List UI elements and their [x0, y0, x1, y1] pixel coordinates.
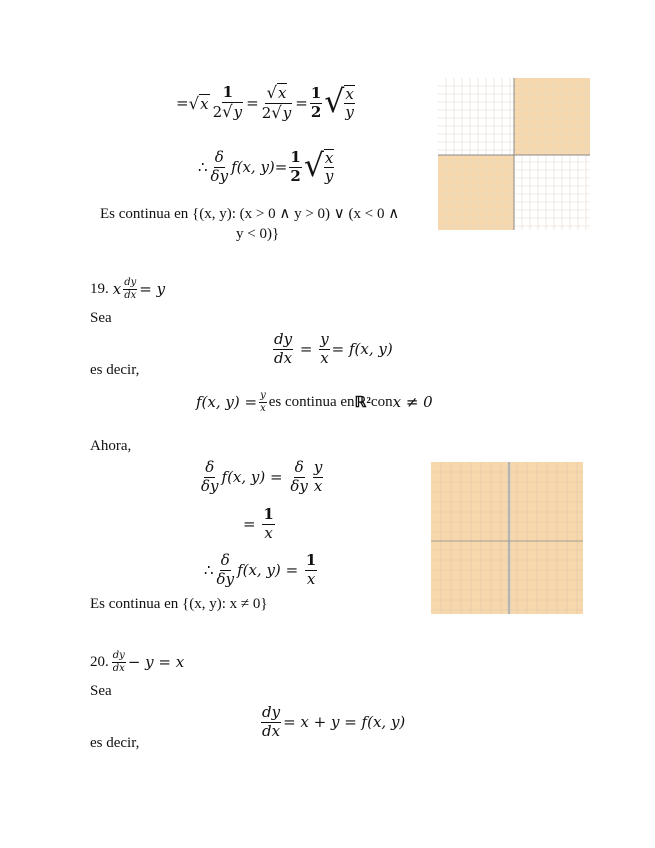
eq1-fraction-b: $\frac{√x}{2√y}$ [261, 82, 292, 122]
eq1-root-fraction: $\frac{x}{y}$ [345, 84, 354, 121]
region-plot-2 [431, 462, 583, 614]
region-plot-1 [438, 78, 590, 230]
equation-19-partial: $\frac{\delta}{\delta y}$ f(x, y) = $\frac{\delta}{\delta y}$ $\frac{y}{x}$ [201, 458, 323, 495]
sea-label-19: Sea [90, 310, 112, 326]
equation-19-f-continuous: f(x, y) = $\frac{y}{x}$ es continua en ℝ² con x ≠ 0 [196, 390, 433, 414]
equation-19-therefore: ∴ $\frac{\delta}{\delta y}$ f(x, y) = $\frac{1}{x}$ [204, 551, 317, 588]
eq1-sqrt-x: x [200, 94, 209, 113]
continuity-statement-1-cont: y < 0)} [236, 226, 280, 242]
plot1-shaded-q3 [438, 155, 514, 230]
plot1-shaded-q1 [514, 78, 590, 155]
continuity-statement-1: Es continua en {(x, y): (x > 0 ∧ y > 0) ∨ (x < 0 ∧ [100, 206, 400, 222]
equation-line-1: = √ x $\frac{1}{2√y}$ = $\frac{√x}{2√y}$ = $\frac{1}{2}$ √ $\frac{x}{y}$ [176, 82, 354, 122]
eq1-lead: = [176, 94, 189, 112]
problem-20-heading: 20. $\frac{dy}{dx}$ − y = x [90, 650, 185, 674]
es-decir-20: es decir, [90, 735, 140, 751]
region-plot-2-svg [431, 462, 583, 614]
equation-19-one-over-x: = $\frac{1}{x}$ [243, 505, 274, 542]
es-decir-19: es decir, [90, 362, 140, 378]
eq1-fraction-half: $\frac{1}{2}$ [310, 84, 322, 121]
ahora-label: Ahora, [90, 438, 132, 454]
equation-20-dydx: $\frac{dy}{dx}$ = x + y = f(x, y) [262, 703, 406, 740]
sea-label-20: Sea [90, 683, 112, 699]
eq1-fraction-a: $\frac{1}{2√y}$ [212, 83, 243, 121]
region-plot-1-svg [438, 78, 590, 230]
equation-line-2: ∴ $\frac{\delta}{\delta y}$ f(x, y) = $\frac{1}{2}$ √ $\frac{x}{y}$ [198, 148, 334, 185]
plot2-shaded-region [431, 462, 583, 614]
problem-19-heading: 19. x $\frac{dy}{dx}$ = y [90, 277, 166, 301]
continuity-statement-19: Es continua en {(x, y): x ≠ 0} [90, 596, 268, 612]
equation-19-dydx: $\frac{dy}{dx}$ = $\frac{y}{x}$ = f(x, y) [274, 330, 393, 367]
